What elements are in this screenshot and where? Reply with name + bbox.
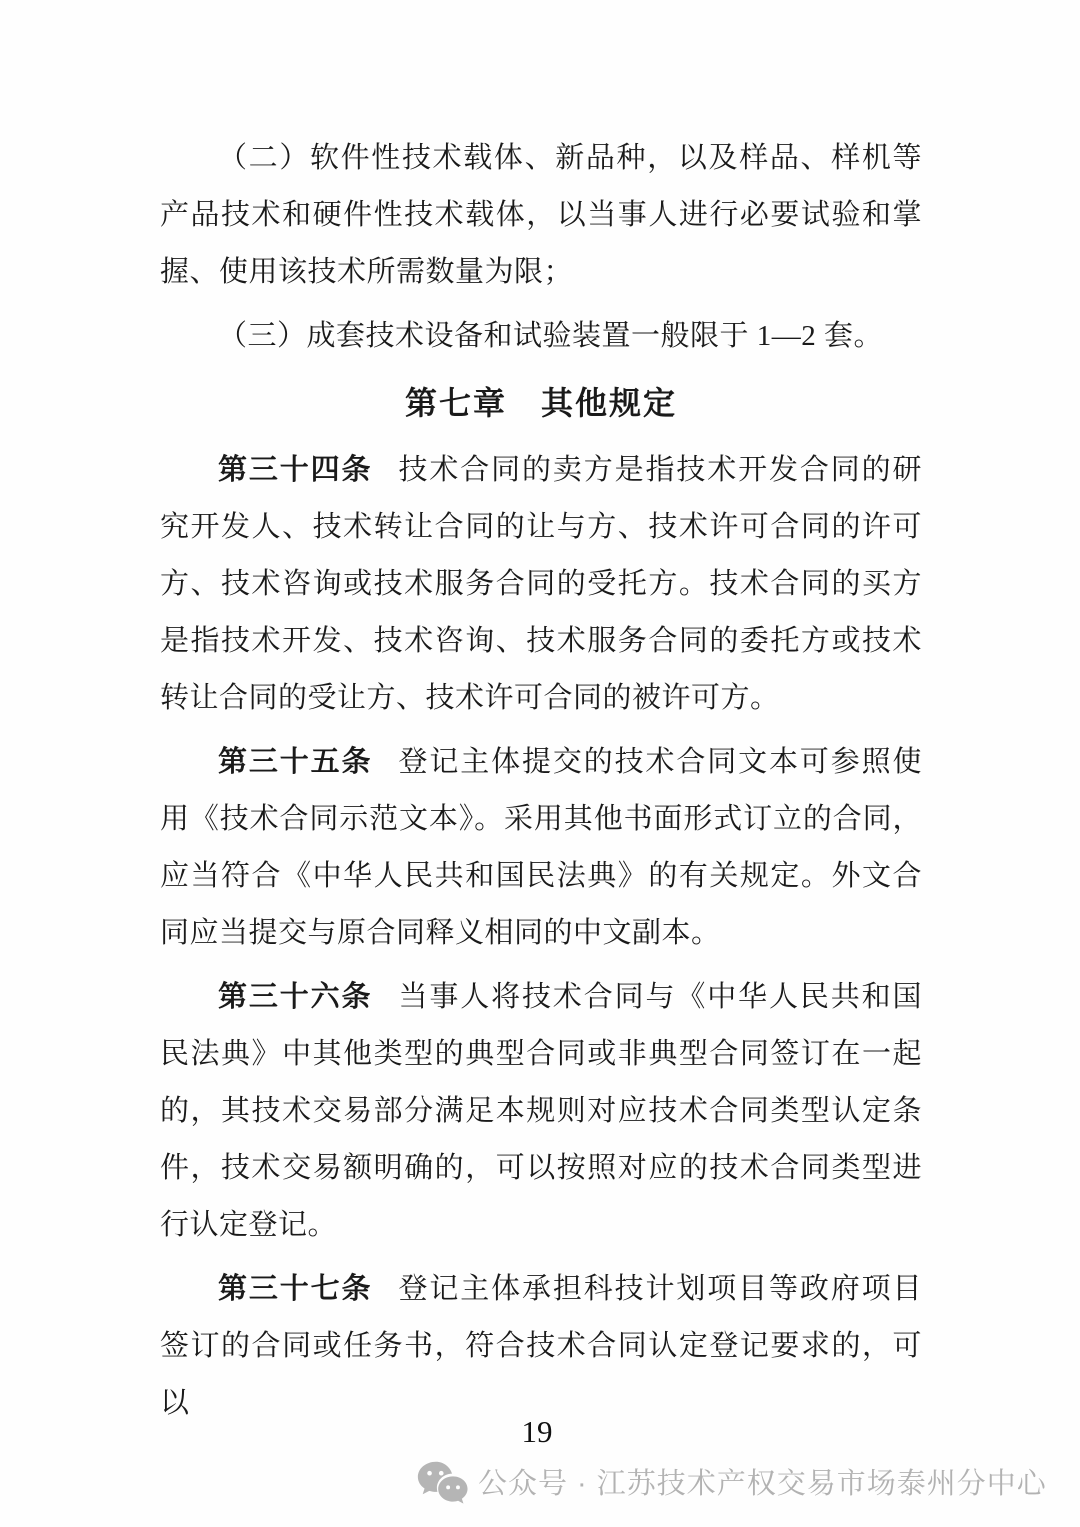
- body-paragraph: （三）成套技术设备和试验装置一般限于 1—2 套。: [218, 320, 884, 352]
- watermark: [416, 1458, 1047, 1510]
- article-paragraph: 第三十七条 登记主体承担科技计划项目等政府项目签订的合同或任务书，符合技术合同认定登记要求的，可以: [160, 1273, 922, 1419]
- article-number: 第三十七条: [218, 1273, 373, 1305]
- article-paragraph: 第三十六条 当事人将技术合同与《中华人民共和国民法典》中其他类型的典型合同或非典型合同签订在一起的，其技术交易部分满足本规则对应技术合同类型认定条件，技术交易额明确的，可以按照对应的技术合同类型进行认定登记。: [160, 981, 922, 1241]
- wechat-icon: [416, 1459, 468, 1509]
- document-body: [160, 130, 922, 1439]
- chapter-heading: 第七章 其他规定: [404, 385, 677, 421]
- body-paragraph: （二）软件性技术载体、新品种，以及样品、样机等产品技术和硬件性技术载体，以当事人进行必要试验和掌握、使用该技术所需数量为限；: [160, 142, 922, 288]
- page-number: 19: [521, 1414, 553, 1449]
- article-paragraph: 第三十五条 登记主体提交的技术合同文本可参照使用《技术合同示范文本》。采用其他书面形式订立的合同，应当符合《中华人民共和国民法典》的有关规定。外文合同应当提交与原合同释义相同的中文副本。: [160, 746, 922, 949]
- article-number: 第三十六条: [218, 981, 373, 1013]
- article-paragraph: 第三十四条 技术合同的卖方是指技术开发合同的研究开发人、技术转让合同的让与方、技术许可合同的许可方、技术咨询或技术服务合同的受托方。技术合同的买方是指技术开发、技术咨询、技术服务合同的委托方或技术转让合同的受让方、技术许可合同的被许可方。: [160, 454, 922, 714]
- article-number: 第三十四条: [218, 454, 373, 486]
- watermark-label: 公众号 · 江苏技术产权交易市场泰州分中心: [478, 1468, 1047, 1500]
- article-number: 第三十五条: [218, 746, 373, 778]
